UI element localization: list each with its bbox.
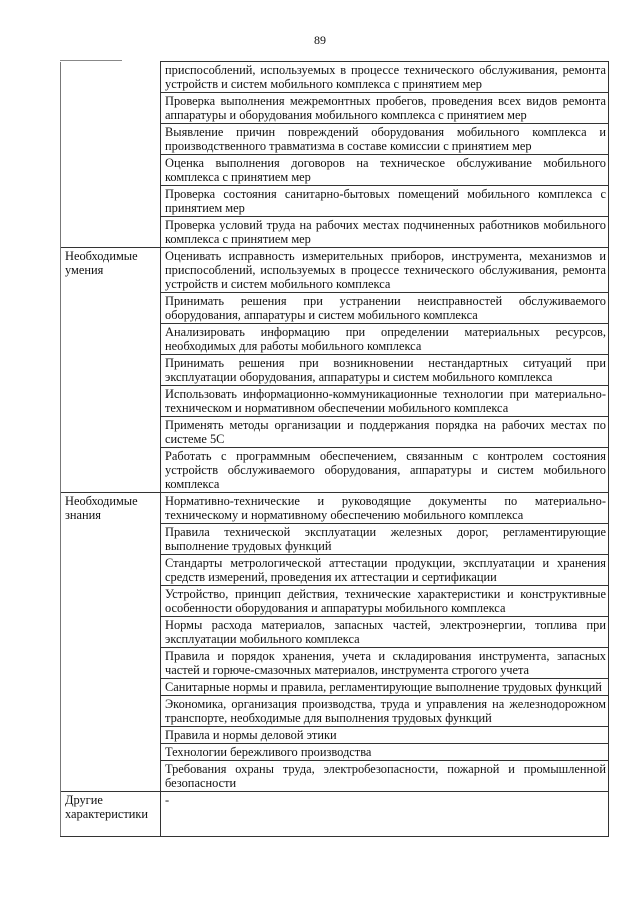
knowledge-item: Правила и порядок хранения, учета и складирования инструмента, запасных частей и горюче-смазочных материалов, инструмента строгого учета — [161, 648, 609, 679]
continuation-item: Проверка выполнения межремонтных пробегов, проведения всех видов ремонта аппаратуры и оборудования мобильного комплекса с принятием мер — [161, 93, 609, 124]
skill-item: Анализировать информацию при определении материальных ресурсов, необходимых для работы мобильного комплекса — [161, 324, 609, 355]
knowledge-label: Необходимые знания — [61, 493, 161, 792]
other-value: - — [161, 792, 609, 837]
knowledge-item: Нормы расхода материалов, запасных частей, электроэнергии, топлива при эксплуатации мобильного комплекса — [161, 617, 609, 648]
continuation-label-cell — [61, 62, 161, 248]
skill-item: Работать с программным обеспечением, связанным с контролем состояния устройств обслуживаемого оборудования, аппаратуры и систем мобильного комплекса — [161, 448, 609, 493]
knowledge-item: Санитарные нормы и правила, регламентирующие выполнение трудовых функций — [161, 679, 609, 696]
knowledge-item: Стандарты метрологической аттестации продукции, эксплуатации и хранения средств измерений, проведения их аттестации и сертификации — [161, 555, 609, 586]
knowledge-item: Технологии бережливого производства — [161, 744, 609, 761]
knowledge-item: Правила и нормы деловой этики — [161, 727, 609, 744]
skills-label: Необходимые умения — [61, 248, 161, 493]
skill-item: Использовать информационно-коммуникационные технологии при материально-техническом и нормативном обеспечении мобильного комплекса — [161, 386, 609, 417]
other-label: Другие характеристики — [61, 792, 161, 837]
knowledge-item: Нормативно-технические и руководящие документы по материально-техническому и нормативному обеспечению мобильного комплекса — [161, 493, 609, 524]
page-number: 89 — [314, 33, 326, 47]
knowledge-item: Устройство, принцип действия, технические характеристики и конструктивные особенности оборудования и аппаратуры мобильного комплекса — [161, 586, 609, 617]
continuation-item: приспособлений, используемых в процессе технического обслуживания, ремонта устройств и систем мобильного комплекса с принятием мер — [161, 62, 609, 93]
knowledge-item: Требования охраны труда, электробезопасности, пожарной и промышленной безопасности — [161, 761, 609, 792]
continuation-item: Проверка состояния санитарно-бытовых помещений мобильного комплекса с принятием мер — [161, 186, 609, 217]
skill-item: Принимать решения при устранении неисправностей обслуживаемого оборудования, аппаратуры и систем мобильного комплекса — [161, 293, 609, 324]
knowledge-item: Правила технической эксплуатации железных дорог, регламентирующие выполнение трудовых функций — [161, 524, 609, 555]
skill-item: Принимать решения при возникновении нестандартных ситуаций при эксплуатации оборудования, аппаратуры и систем мобильного комплекса — [161, 355, 609, 386]
skill-item: Применять методы организации и поддержания порядка на рабочих местах по системе 5С — [161, 417, 609, 448]
characteristics-table — [60, 61, 609, 837]
skill-item: Оценивать исправность измерительных приборов, инструмента, механизмов и приспособлений, используемых в процессе технического обслуживания, ремонта устройств и систем мобильного комплекса — [161, 248, 609, 293]
continuation-item: Выявление причин повреждений оборудования мобильного комплекса и производственного травматизма в составе комиссии с принятием мер — [161, 124, 609, 155]
knowledge-item: Экономика, организация производства, труда и управления на железнодорожном транспорте, необходимые для выполнения трудовых функций — [161, 696, 609, 727]
continuation-item: Проверка условий труда на рабочих местах подчиненных работников мобильного комплекса с принятием мер — [161, 217, 609, 248]
continuation-item: Оценка выполнения договоров на техническое обслуживание мобильного комплекса с принятием мер — [161, 155, 609, 186]
